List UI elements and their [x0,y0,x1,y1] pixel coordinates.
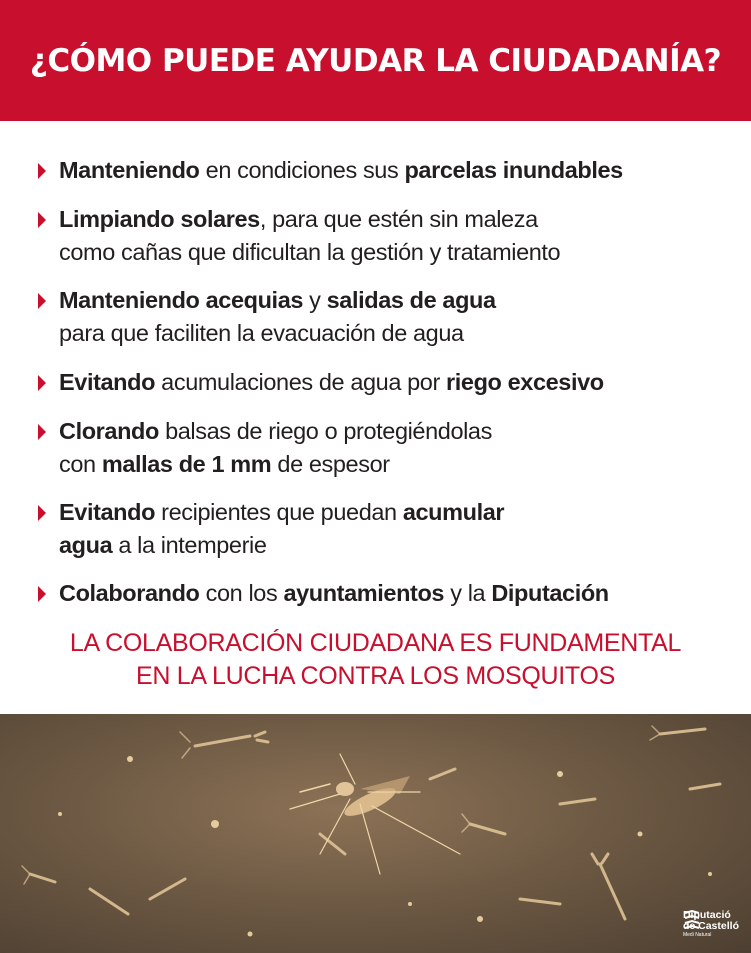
text-segment: en condiciones sus [199,157,405,183]
item-text [59,415,743,481]
item-text [59,366,743,399]
triangle-right-icon [38,293,46,309]
diputacio-logo-icon [683,910,701,932]
logo-line-3: Medi Natural [682,932,712,938]
item-line [59,577,743,610]
bold-text: agua [59,532,113,558]
item-line [59,236,743,269]
bold-text: Limpiando solares [59,206,260,232]
closing-line-2: EN LA LUCHA CONTRA LOS MOSQUITOS [136,662,615,690]
bold-text: Colaborando [59,580,200,606]
triangle-right-icon [38,586,46,602]
item-text [59,154,743,187]
bold-text: Diputación [491,580,609,606]
item-text [59,577,743,610]
header-banner [0,0,751,121]
bold-text: Clorando [59,418,159,444]
mosquito-illustration [0,714,751,953]
text-segment: de espesor [271,451,390,477]
list-item [38,415,743,481]
bold-text: parcelas inundables [404,157,623,183]
logo-line-2: de Castelló [682,920,739,932]
text-segment: con [59,451,102,477]
closing-line-1: LA COLABORACIÓN CIUDADANA ES FUNDAMENTAL [69,629,682,657]
item-line [59,496,743,529]
bold-text: Manteniendo [59,157,200,183]
bold-text: acumular [402,499,505,525]
item-line [59,366,743,399]
text-segment: acumulaciones de agua por [155,369,447,395]
closing-message [0,627,751,693]
text-segment: y la [444,580,492,606]
diputacio-logo [683,910,739,939]
item-line [59,203,743,236]
text-segment: , para que estén sin maleza [259,206,538,232]
list-item [38,577,743,610]
item-line [59,448,743,481]
item-line [59,154,743,187]
text-segment: y [303,287,327,313]
bold-text: Evitando [59,369,156,395]
list-item [38,154,743,187]
triangle-right-icon [38,505,46,521]
list-item [38,203,743,269]
text-segment: recipientes que puedan [155,499,403,525]
item-text [59,284,743,350]
item-line [59,529,743,562]
item-line [59,284,743,317]
text-segment: a la intemperie [112,532,267,558]
text-segment: con los [199,580,284,606]
triangle-right-icon [38,424,46,440]
page-title: ¿CÓMO PUEDE AYUDAR LA CIUDADANÍA? [29,42,722,79]
item-text [59,203,743,269]
bold-text: riego excesivo [446,369,604,395]
bold-text: mallas de 1 mm [101,451,272,477]
bold-text: Evitando [59,499,156,525]
bold-text: Manteniendo acequias [59,287,304,313]
mosquito-photo [0,714,751,953]
list-item [38,366,743,399]
bold-text: salidas de agua [326,287,496,313]
list-item [38,496,743,562]
bold-text: ayuntamientos [283,580,445,606]
logo-line-1: Diputació [682,909,731,921]
item-line [59,317,743,350]
text-segment: para que faciliten la evacuación de agua [59,320,464,346]
triangle-right-icon [38,375,46,391]
triangle-right-icon [38,163,46,179]
item-text [59,496,743,562]
triangle-right-icon [38,212,46,228]
item-line [59,415,743,448]
text-segment: como cañas que dificultan la gestión y tratamiento [59,239,561,265]
list-item [38,284,743,350]
text-segment: balsas de riego o protegiéndolas [158,418,492,444]
